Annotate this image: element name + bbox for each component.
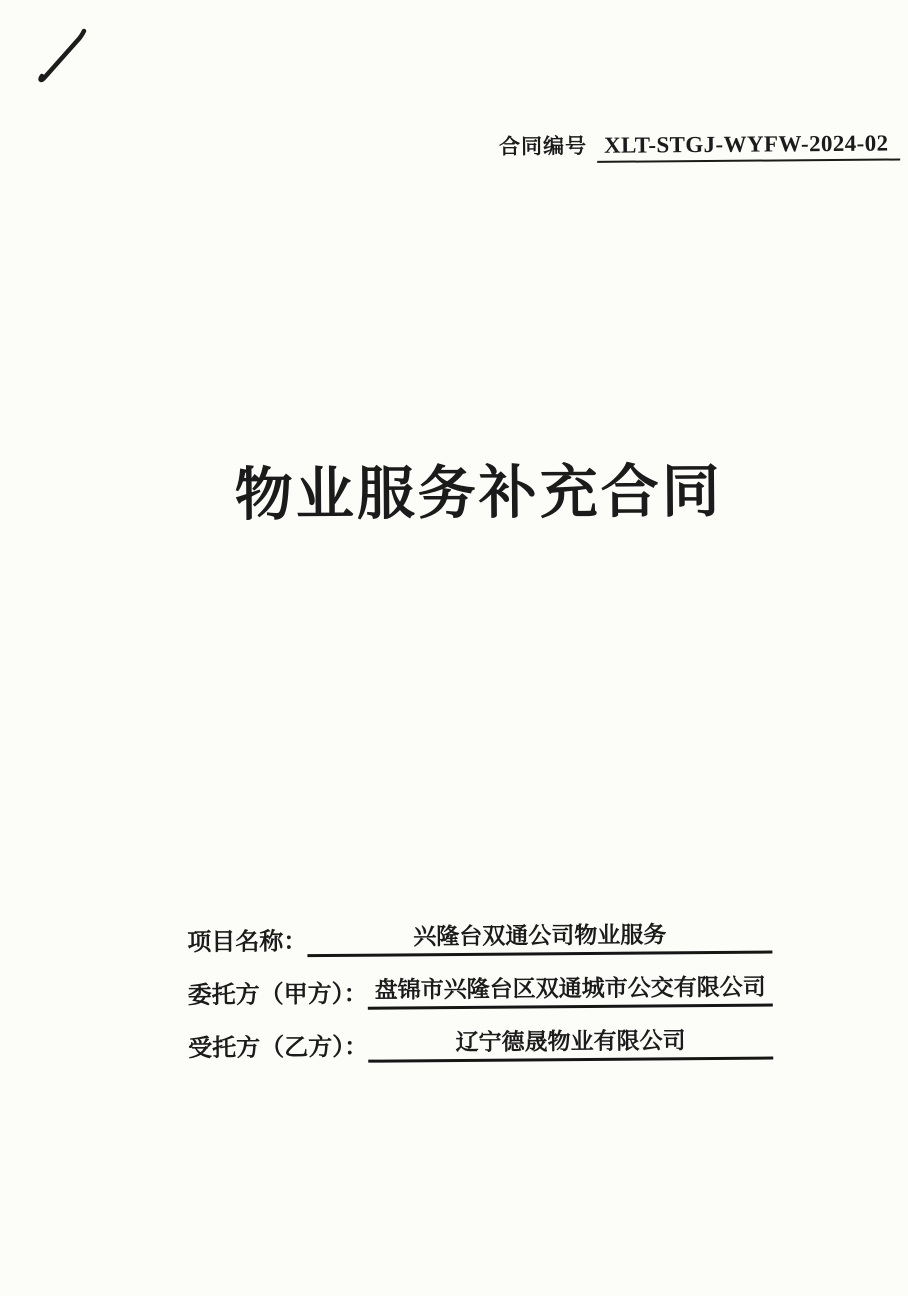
contract-number-label: 合同编号 <box>498 133 588 159</box>
party-b-value: 辽宁德晟物业有限公司 <box>368 1027 773 1063</box>
project-name-value: 兴隆台双通公司物业服务 <box>307 921 772 957</box>
field-row-party-b <box>188 1022 773 1065</box>
party-a-label: 委托方（甲方）： <box>187 981 368 1010</box>
contract-number-row <box>499 127 901 163</box>
field-row-party-a <box>188 969 773 1012</box>
contract-number-value: XLT-STGJ-WYFW-2024-02 <box>597 130 901 162</box>
party-a-value: 盘锦市兴隆台区双通城市公交有限公司 <box>368 974 773 1010</box>
field-row-project-name <box>187 916 772 959</box>
project-name-label: 项目名称： <box>187 929 308 957</box>
document-title: 物业服务补充合同 <box>234 458 724 528</box>
party-b-label: 受托方（乙方）： <box>188 1034 369 1063</box>
parties-block <box>187 916 773 1080</box>
